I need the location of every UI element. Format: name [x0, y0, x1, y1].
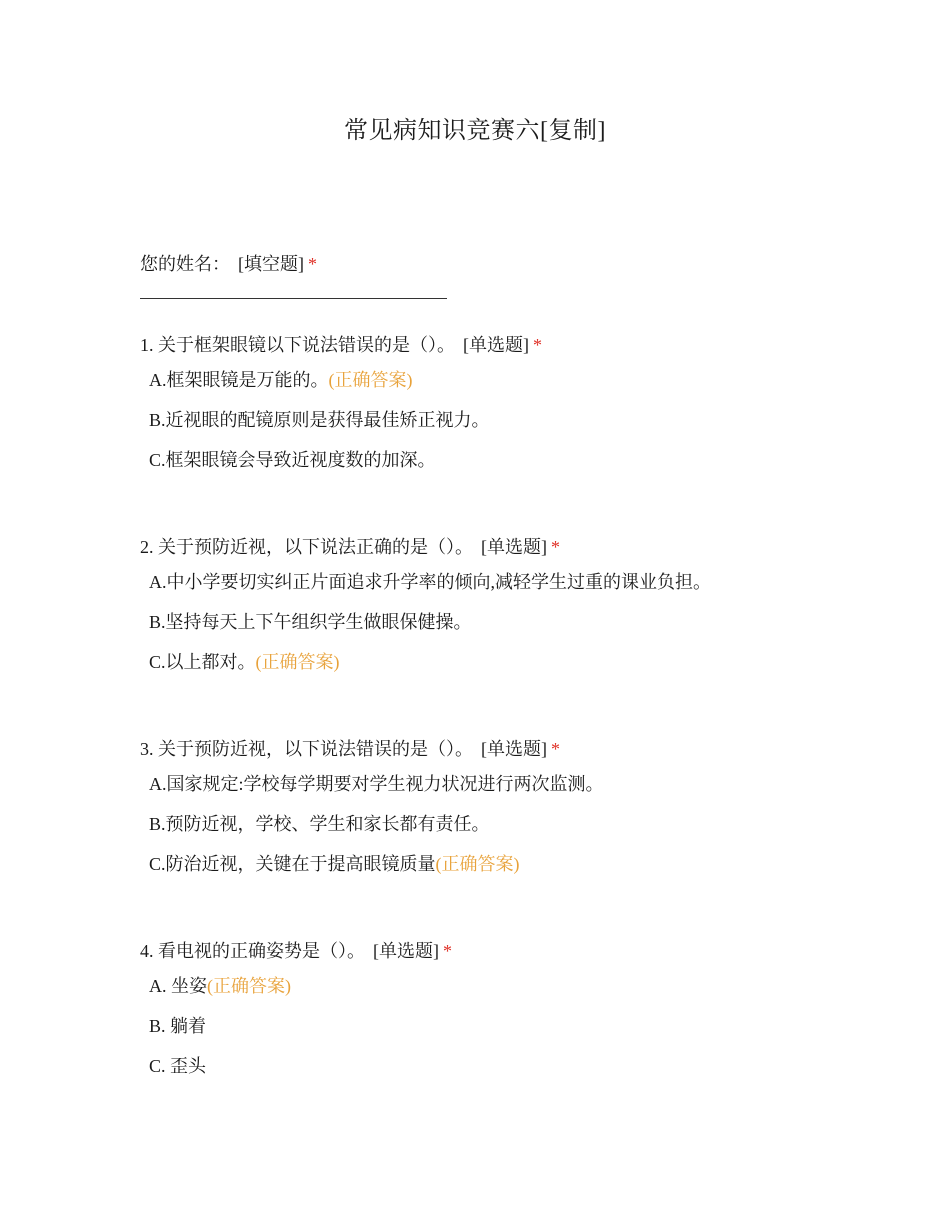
question-line [140, 535, 840, 559]
correct-answer-label: (正确答案) [207, 976, 291, 996]
required-mark: * [551, 537, 560, 557]
option-text: A. 坐姿 [149, 976, 207, 996]
option-text: C. 歪头 [149, 1056, 207, 1076]
option-c[interactable] [140, 852, 840, 892]
question-type: [单选题] [481, 537, 547, 557]
question-line [140, 252, 840, 276]
question-text: 关于框架眼镜以下说法错误的是（）。 [158, 335, 455, 355]
question-text: 看电视的正确姿势是（）。 [158, 941, 365, 961]
correct-answer-label: (正确答案) [435, 854, 520, 874]
question-text: 关于预防近视，以下说法正确的是（）。 [158, 537, 473, 557]
option-a[interactable] [140, 570, 840, 610]
question-type: [单选题] [463, 335, 529, 355]
option-text: B.近视眼的配镜原则是获得最佳矫正视力。 [149, 410, 490, 430]
option-list [140, 772, 840, 892]
required-mark: * [308, 254, 317, 274]
question-3 [140, 737, 840, 892]
question-type: [单选题] [373, 941, 439, 961]
page-title: 常见病知识竞赛六[复制] [344, 118, 606, 144]
option-text: B. 躺着 [149, 1016, 207, 1036]
option-c[interactable] [140, 650, 840, 690]
question-label: 您的姓名： [140, 254, 230, 274]
required-mark: * [551, 739, 560, 759]
option-b[interactable] [140, 408, 840, 448]
option-list [140, 368, 840, 488]
question-type: [单选题] [481, 739, 547, 759]
question-number: 3. [140, 739, 154, 759]
option-a[interactable] [140, 974, 840, 1014]
option-b[interactable] [140, 812, 840, 852]
required-mark: * [533, 335, 542, 355]
required-mark: * [443, 941, 452, 961]
question-2 [140, 535, 840, 690]
correct-answer-label: (正确答案) [255, 652, 340, 672]
option-a[interactable] [140, 368, 840, 408]
question-number: 2. [140, 537, 154, 557]
option-list [140, 974, 840, 1094]
option-text: A.国家规定:学校每学期要对学生视力状况进行两次监测。 [149, 774, 604, 794]
option-text: A.中小学要切实纠正片面追求升学率的倾向,减轻学生过重的课业负担。 [149, 572, 711, 592]
question-number: 1. [140, 335, 154, 355]
option-b[interactable] [140, 1014, 840, 1054]
question-text: 关于预防近视，以下说法错误的是（）。 [158, 739, 473, 759]
question-line [140, 333, 840, 357]
option-b[interactable] [140, 610, 840, 650]
option-c[interactable] [140, 448, 840, 488]
option-text: C.防治近视，关键在于提高眼镜质量 [149, 854, 436, 874]
question-type: [填空题] [238, 254, 304, 274]
option-text: C.框架眼镜会导致近视度数的加深。 [149, 450, 436, 470]
question-number: 4. [140, 941, 154, 961]
option-c[interactable] [140, 1054, 840, 1094]
name-answer-input[interactable] [140, 298, 447, 299]
question-line [140, 737, 840, 761]
option-text: A.框架眼镜是万能的。 [149, 370, 329, 390]
question-1 [140, 333, 840, 488]
question-4 [140, 939, 840, 1094]
option-text: C.以上都对。 [149, 652, 256, 672]
name-question [140, 252, 840, 299]
correct-answer-label: (正确答案) [328, 370, 413, 390]
option-text: B.坚持每天上下午组织学生做眼保健操。 [149, 612, 472, 632]
option-list [140, 570, 840, 690]
option-a[interactable] [140, 772, 840, 812]
question-line [140, 939, 840, 963]
option-text: B.预防近视，学校、学生和家长都有责任。 [149, 814, 490, 834]
